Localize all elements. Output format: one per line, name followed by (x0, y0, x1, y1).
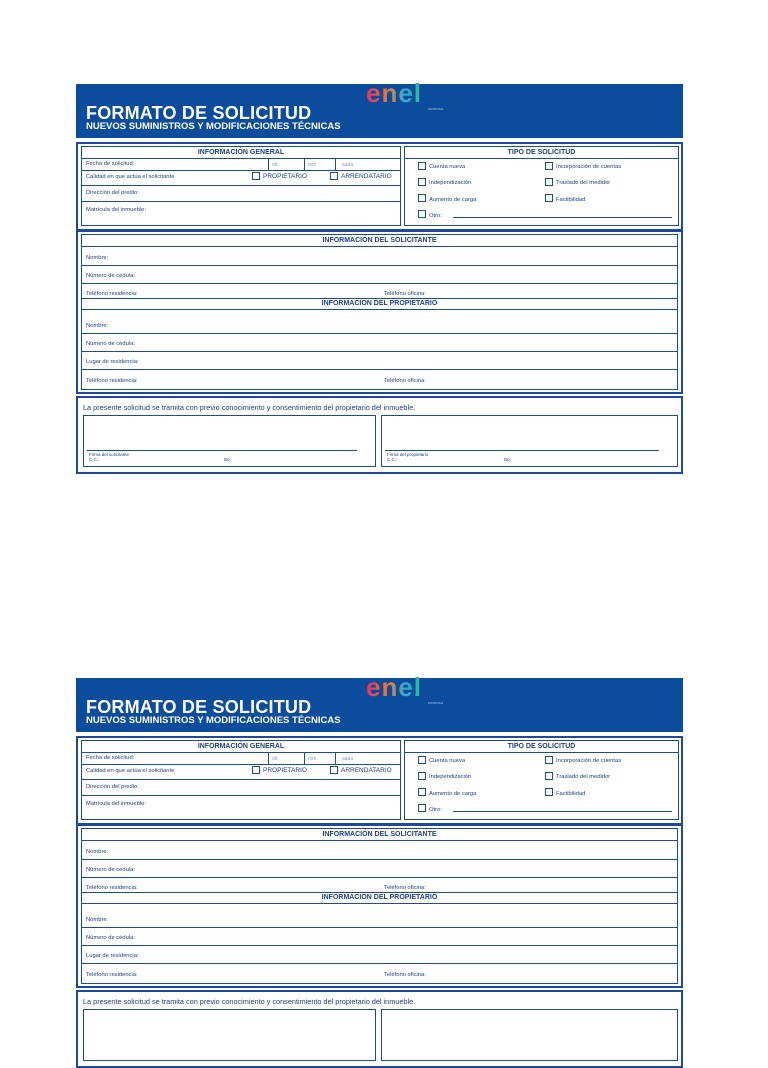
owner-signature-box[interactable] (381, 1009, 678, 1061)
owner-title: INFORMACIÓN DEL PROPIETARIO (321, 894, 438, 901)
applicant-signature-box[interactable] (83, 415, 376, 467)
incorporacion-label: Incorporación de cuentas (556, 758, 622, 764)
date-day-field[interactable]: dd (272, 162, 278, 168)
request-type-title: TIPO DE SOLICITUD (507, 149, 576, 156)
incorporacion-checkbox[interactable] (545, 756, 553, 764)
consent-statement: La presente solicitud se tramita con previo conocimiento y consentimiento del propietario del inmueble. (83, 997, 416, 1006)
applicant-tel-res-label: Teléfono residencia: (86, 291, 138, 297)
factibilidad-label: Factibilidad (556, 197, 586, 203)
matricula-label: Matrícula del inmueble: (86, 801, 146, 807)
enel-logo: enel codensa (366, 78, 444, 111)
otro-label: Otro: (429, 807, 442, 813)
otro-checkbox[interactable] (418, 804, 426, 812)
aumento-carga-checkbox[interactable] (418, 194, 426, 202)
applicant-nombre-label: Nombre: (86, 255, 109, 261)
owner-de-label: De: (504, 457, 512, 462)
otro-label: Otro: (429, 213, 442, 219)
aumento-carga-label: Aumento de carga (429, 197, 477, 203)
date-month-field[interactable]: mm (308, 756, 317, 762)
applicant-tel-of-label: Teléfono oficina: (384, 291, 426, 297)
otro-checkbox[interactable] (418, 210, 426, 218)
arrendatario-label: ARRENDATARIO (341, 767, 392, 774)
arrendatario-label: ARRENDATARIO (341, 173, 392, 180)
fecha-label: Fecha de solicitud: (86, 161, 135, 167)
propietario-checkbox[interactable] (252, 766, 260, 774)
incorporacion-label: Incorporación de cuentas (556, 164, 622, 170)
applicant-cedula-label: Número de cédula: (86, 273, 135, 279)
date-year-field[interactable]: aaaa (342, 756, 354, 762)
calidad-label: Calidad en que actúa el solicitante (86, 768, 175, 774)
traslado-label: Traslado del medidor (556, 774, 611, 780)
owner-residencia-label: Lugar de residencia: (86, 953, 139, 959)
otro-field[interactable] (453, 217, 672, 218)
date-day-field[interactable]: dd (272, 756, 278, 762)
owner-cedula-label: Número de cédula: (86, 341, 135, 347)
factibilidad-checkbox[interactable] (545, 788, 553, 796)
factibilidad-checkbox[interactable] (545, 194, 553, 202)
calidad-label: Calidad en que actúa el solicitante (86, 174, 175, 180)
consent-statement: La presente solicitud se tramita con previo conocimiento y consentimiento del propietario del inmueble. (83, 403, 416, 412)
request-form-1 (76, 78, 683, 462)
direccion-label: Dirección del predio: (86, 190, 139, 196)
owner-nombre-label: Nombre: (86, 323, 109, 329)
general-info-box (81, 740, 401, 820)
request-type-box (404, 146, 679, 226)
traslado-checkbox[interactable] (545, 178, 553, 186)
arrendatario-checkbox[interactable] (330, 172, 338, 180)
propietario-label: PROPIETARIO (263, 173, 307, 180)
matricula-label: Matrícula del inmueble: (86, 207, 146, 213)
aumento-carga-checkbox[interactable] (418, 788, 426, 796)
aumento-carga-label: Aumento de carga (429, 791, 477, 797)
general-info-title: INFORMACIÓN GENERAL (197, 149, 285, 156)
form-subtitle: NUEVOS SUMINISTROS Y MODIFICACIONES TÉCNICAS (86, 715, 341, 726)
arrendatario-checkbox[interactable] (330, 766, 338, 774)
applicant-cc-label: C.C.: (89, 457, 100, 462)
cuenta-nueva-checkbox[interactable] (418, 756, 426, 764)
cuenta-nueva-checkbox[interactable] (418, 162, 426, 170)
owner-nombre-label: Nombre: (86, 917, 109, 923)
form-header (76, 672, 683, 732)
independizacion-label: Independización (429, 180, 472, 186)
applicant-owner-section (76, 824, 683, 988)
applicant-title: INFORMACIÓN DEL SOLICITANTE (322, 831, 437, 838)
cuenta-nueva-label: Cuenta nueva (429, 164, 466, 170)
owner-cedula-label: Número de cédula: (86, 935, 135, 941)
applicant-signature-label: Firma del solicitante (89, 452, 130, 457)
date-year-field[interactable]: aaaa (342, 162, 354, 168)
general-and-type-section (76, 142, 683, 231)
traslado-checkbox[interactable] (545, 772, 553, 780)
propietario-checkbox[interactable] (252, 172, 260, 180)
cuenta-nueva-label: Cuenta nueva (429, 758, 466, 764)
independizacion-label: Independización (429, 774, 472, 780)
applicant-signature-box[interactable] (83, 1009, 376, 1061)
enel-logo: enel codensa (366, 672, 444, 705)
applicant-tel-of-label: Teléfono oficina: (384, 885, 426, 891)
propietario-label: PROPIETARIO (263, 767, 307, 774)
applicant-title: INFORMACIÓN DEL SOLICITANTE (322, 237, 437, 244)
general-info-box (81, 146, 401, 226)
date-month-field[interactable]: mm (308, 162, 317, 168)
owner-tel-of-label: Teléfono oficina: (384, 378, 426, 384)
form-header (76, 78, 683, 138)
applicant-nombre-label: Nombre: (86, 849, 109, 855)
direccion-label: Dirección del predio: (86, 784, 139, 790)
owner-tel-of-label: Teléfono oficina: (384, 972, 426, 978)
factibilidad-label: Factibilidad (556, 791, 586, 797)
request-type-title: TIPO DE SOLICITUD (507, 743, 576, 750)
applicant-cedula-label: Número de cédula: (86, 867, 135, 873)
independizacion-checkbox[interactable] (418, 178, 426, 186)
incorporacion-checkbox[interactable] (545, 162, 553, 170)
request-form-2 (76, 672, 683, 1006)
owner-tel-res-label: Teléfono residencia: (86, 972, 138, 978)
fecha-label: Fecha de solicitud: (86, 755, 135, 761)
otro-field[interactable] (453, 811, 672, 812)
form-subtitle: NUEVOS SUMINISTROS Y MODIFICACIONES TÉCNICAS (86, 121, 341, 132)
consent-section (76, 396, 683, 474)
form-title: FORMATO DE SOLICITUD (86, 103, 312, 123)
owner-residencia-label: Lugar de residencia: (86, 359, 139, 365)
general-info-title: INFORMACIÓN GENERAL (197, 743, 285, 750)
owner-signature-box[interactable] (381, 415, 678, 467)
request-type-box (404, 740, 679, 820)
owner-tel-res-label: Teléfono residencia: (86, 378, 138, 384)
consent-section (76, 990, 683, 1068)
traslado-label: Traslado del medidor (556, 180, 611, 186)
applicant-tel-res-label: Teléfono residencia: (86, 885, 138, 891)
owner-cc-label: C.C.: (387, 457, 398, 462)
form-title: FORMATO DE SOLICITUD (86, 697, 312, 717)
independizacion-checkbox[interactable] (418, 772, 426, 780)
general-and-type-section (76, 736, 683, 825)
applicant-owner-section (76, 230, 683, 394)
owner-signature-label: Firma del propietario (387, 452, 429, 457)
owner-title: INFORMACIÓN DEL PROPIETARIO (321, 300, 438, 307)
applicant-de-label: De: (224, 457, 232, 462)
